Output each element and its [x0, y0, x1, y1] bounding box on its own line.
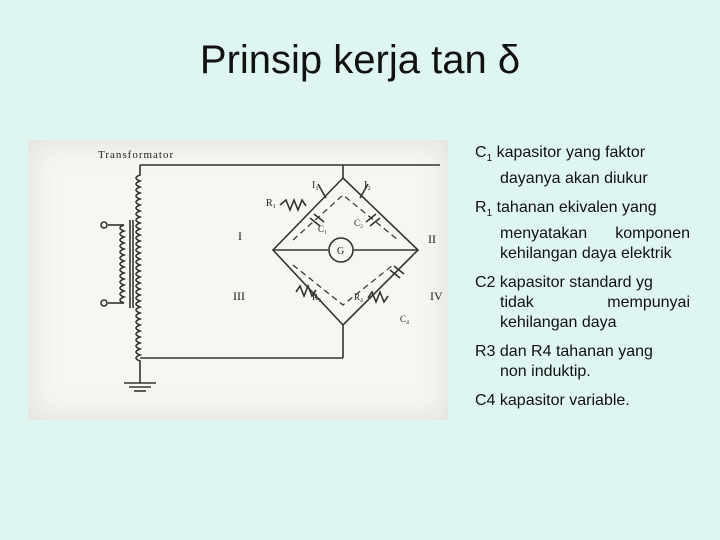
- legend-subscript: 1: [486, 153, 493, 165]
- label-c2: C₂: [354, 218, 364, 228]
- label-arm-3: III: [233, 289, 245, 303]
- legend-symbol: C4: [475, 392, 496, 410]
- legend-text-continued: non induktip.: [500, 363, 591, 381]
- legend-text-continued: dayanya akan diukur: [500, 170, 648, 188]
- resistor-r1: [280, 200, 306, 210]
- legend-text: tahanan ekivalen yang: [496, 199, 657, 217]
- label-i2: I₂: [364, 180, 371, 191]
- capacitor-c2: [366, 214, 376, 222]
- bridge-circuit-diagram: [28, 140, 448, 420]
- legend-text: dan R4 tahanan yang: [499, 343, 653, 361]
- legend-item-c2: [475, 273, 690, 333]
- legend-symbol: R: [475, 199, 487, 217]
- label-c4: C₄: [400, 314, 410, 324]
- secondary-coil: [136, 165, 140, 380]
- label-r4: R₄: [354, 292, 364, 302]
- legend-text: kapasitor standard yg: [499, 274, 653, 292]
- primary-coil: [120, 225, 124, 303]
- label-r1: R₁: [266, 198, 277, 209]
- legend-text: kapasitor yang faktor: [496, 144, 646, 161]
- legend-subscript: 1: [486, 208, 493, 220]
- legend-item-c1: [475, 143, 690, 189]
- component-legend: [475, 143, 690, 420]
- legend-item-c4: [475, 391, 690, 411]
- label-transformer: Transformator: [98, 149, 175, 161]
- circuit-svg: [28, 140, 448, 420]
- label-r3: R₃: [312, 292, 322, 302]
- legend-item-r3-r4: [475, 342, 690, 382]
- legend-symbol: R3: [475, 343, 496, 361]
- legend-item-r1: [475, 198, 690, 264]
- legend-symbol: C2: [475, 274, 496, 292]
- label-arm-1: I: [238, 229, 242, 243]
- label-i1: I₁: [312, 180, 319, 191]
- label-arm-2: II: [428, 232, 436, 246]
- label-c1: C₁: [318, 224, 328, 234]
- slide-title: Prinsip kerja tan δ: [199, 38, 521, 82]
- legend-text-continued: tidak mempunyai kehilangan daya: [500, 294, 690, 332]
- label-arm-4: IV: [430, 289, 443, 303]
- label-galvanometer: G: [337, 246, 345, 257]
- legend-text-continued: menyatakan komponen kehilangan daya elektrik: [500, 225, 690, 263]
- legend-text: kapasitor variable.: [499, 392, 630, 410]
- legend-symbol: C: [475, 144, 487, 161]
